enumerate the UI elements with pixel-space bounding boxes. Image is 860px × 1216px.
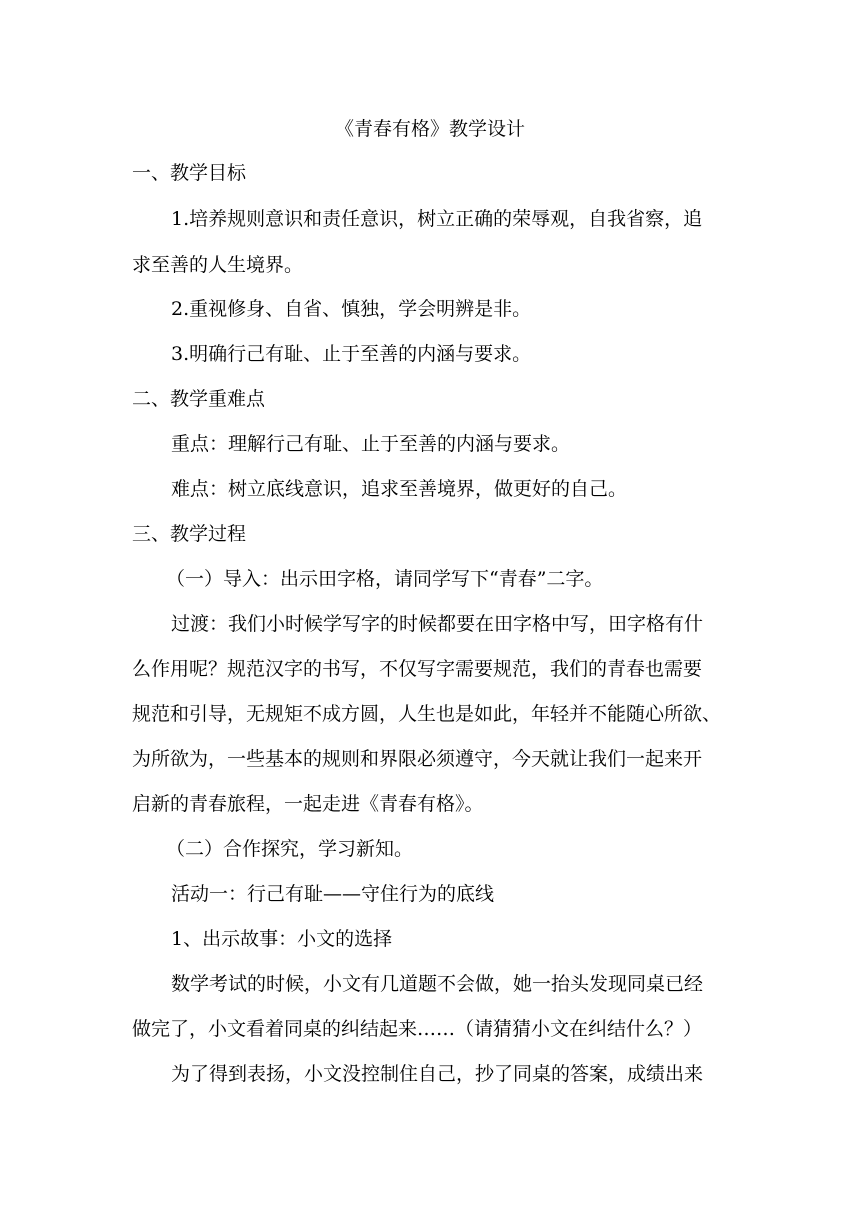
paragraph-line: 3.明确行己有耻、止于至善的内涵与要求。 bbox=[171, 343, 532, 365]
paragraph-line: 做完了，小文看着同桌的纠结起来……（请猜猜小文在纠结什么？） bbox=[132, 1018, 703, 1040]
document-title: 《青春有格》教学设计 bbox=[334, 118, 525, 140]
paragraph-line: 启新的青春旅程，一起走进《青春有格》。 bbox=[132, 793, 484, 815]
paragraph-line: 么作用呢？规范汉字的书写，不仅写字需要规范，我们的青春也需要 bbox=[132, 658, 703, 680]
paragraph-line: 规范和引导，无规矩不成方圆，人生也是如此，年轻并不能随心所欲、 bbox=[132, 703, 722, 725]
paragraph-line: 活动一：行己有耻——守住行为的底线 bbox=[171, 883, 495, 905]
paragraph-line: 难点：树立底线意识，追求至善境界，做更好的自己。 bbox=[171, 478, 628, 500]
paragraph-line: 求至善的人生境界。 bbox=[132, 254, 304, 276]
paragraph-line: 重点：理解行己有耻、止于至善的内涵与要求。 bbox=[171, 433, 571, 455]
paragraph-line: 过渡：我们小时候学写字的时候都要在田字格中写，田字格有什 bbox=[171, 613, 704, 635]
paragraph-line: 数学考试的时候，小文有几道题不会做，她一抬头发现同桌已经 bbox=[171, 973, 704, 995]
paragraph-line: （一）导入：出示田字格，请同学写下“青春”二字。 bbox=[166, 568, 604, 590]
paragraph-line: 1.培养规则意识和责任意识，树立正确的荣辱观，自我省察，追 bbox=[171, 208, 703, 230]
section-heading: 三、教学过程 bbox=[132, 523, 247, 545]
section-heading: 一、教学目标 bbox=[132, 162, 247, 184]
paragraph-line: 2.重视修身、自省、慎独，学会明辨是非。 bbox=[171, 298, 532, 320]
section-heading: 二、教学重难点 bbox=[132, 388, 266, 410]
paragraph-line: 1、出示故事：小文的选择 bbox=[171, 928, 393, 950]
paragraph-line: 为了得到表扬，小文没控制住自己，抄了同桌的答案，成绩出来 bbox=[171, 1063, 704, 1085]
paragraph-line: （二）合作探究，学习新知。 bbox=[166, 838, 414, 860]
paragraph-line: 为所欲为，一些基本的规则和界限必须遵守，今天就让我们一起来开 bbox=[132, 748, 703, 770]
